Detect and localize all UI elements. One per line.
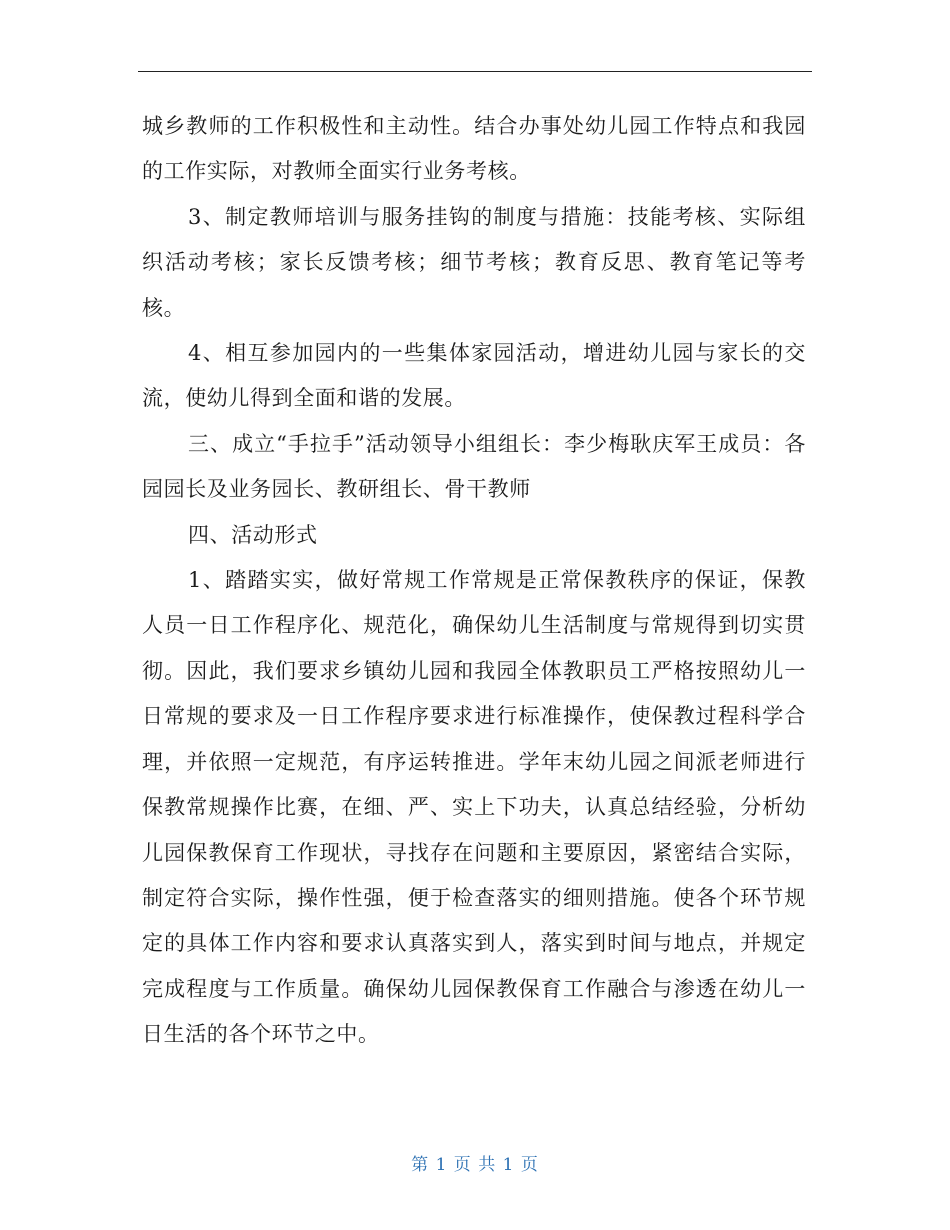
paragraph-5: 1、踏踏实实，做好常规工作常规是正常保教秩序的保证，保教人员一日工作程序化、规范化，确保幼儿生活制度与常规得到切实贯彻。因此，我们要求乡镇幼儿园和我园全体教职员工严格按照幼儿一日常规的要求及一日工作程序要求进行标准操作，使保教过程科学合理，并依照一定规范，有序运转推进。学年末幼儿园之间派老师进行保教常规操作比赛，在细、严、实上下功夫，认真总结经验，分析幼儿园保教保育工作现状，寻找存在问题和主要原因，紧密结合实际，制定符合实际，操作性强，便于检查落实的细则措施。使各个环节规定的具体工作内容和要求认真落实到人，落实到时间与地点，并规定完成程度与工作质量。确保幼儿园保教保育工作融合与渗透在幼儿一日生活的各个环节之中。 [142, 568, 806, 1047]
paragraph-3: 4、相互参加园内的一些集体家园活动，增进幼儿园与家长的交流，使幼儿得到全面和谐的发展。 [142, 341, 806, 411]
page-number: 第 1 页 共 1 页 [411, 1155, 539, 1175]
paragraph-2: 3、制定教师培训与服务挂钩的制度与措施：技能考核、实际组织活动考核；家长反馈考核；细节考核；教育反思、教育笔记等考核。 [142, 204, 806, 320]
header-rule [138, 71, 812, 72]
section-heading: 四、活动形式 [188, 522, 318, 547]
paragraph-1: 城乡教师的工作积极性和主动性。结合办事处幼儿园工作特点和我园的工作实际，对教师全面实行业务考核。 [142, 114, 806, 184]
paragraph-4: 三、成立“手拉手”活动领导小组组长：李少梅耿庆军王成员：各园园长及业务园长、教研组长、骨干教师 [142, 431, 806, 502]
document-body [142, 104, 806, 1058]
